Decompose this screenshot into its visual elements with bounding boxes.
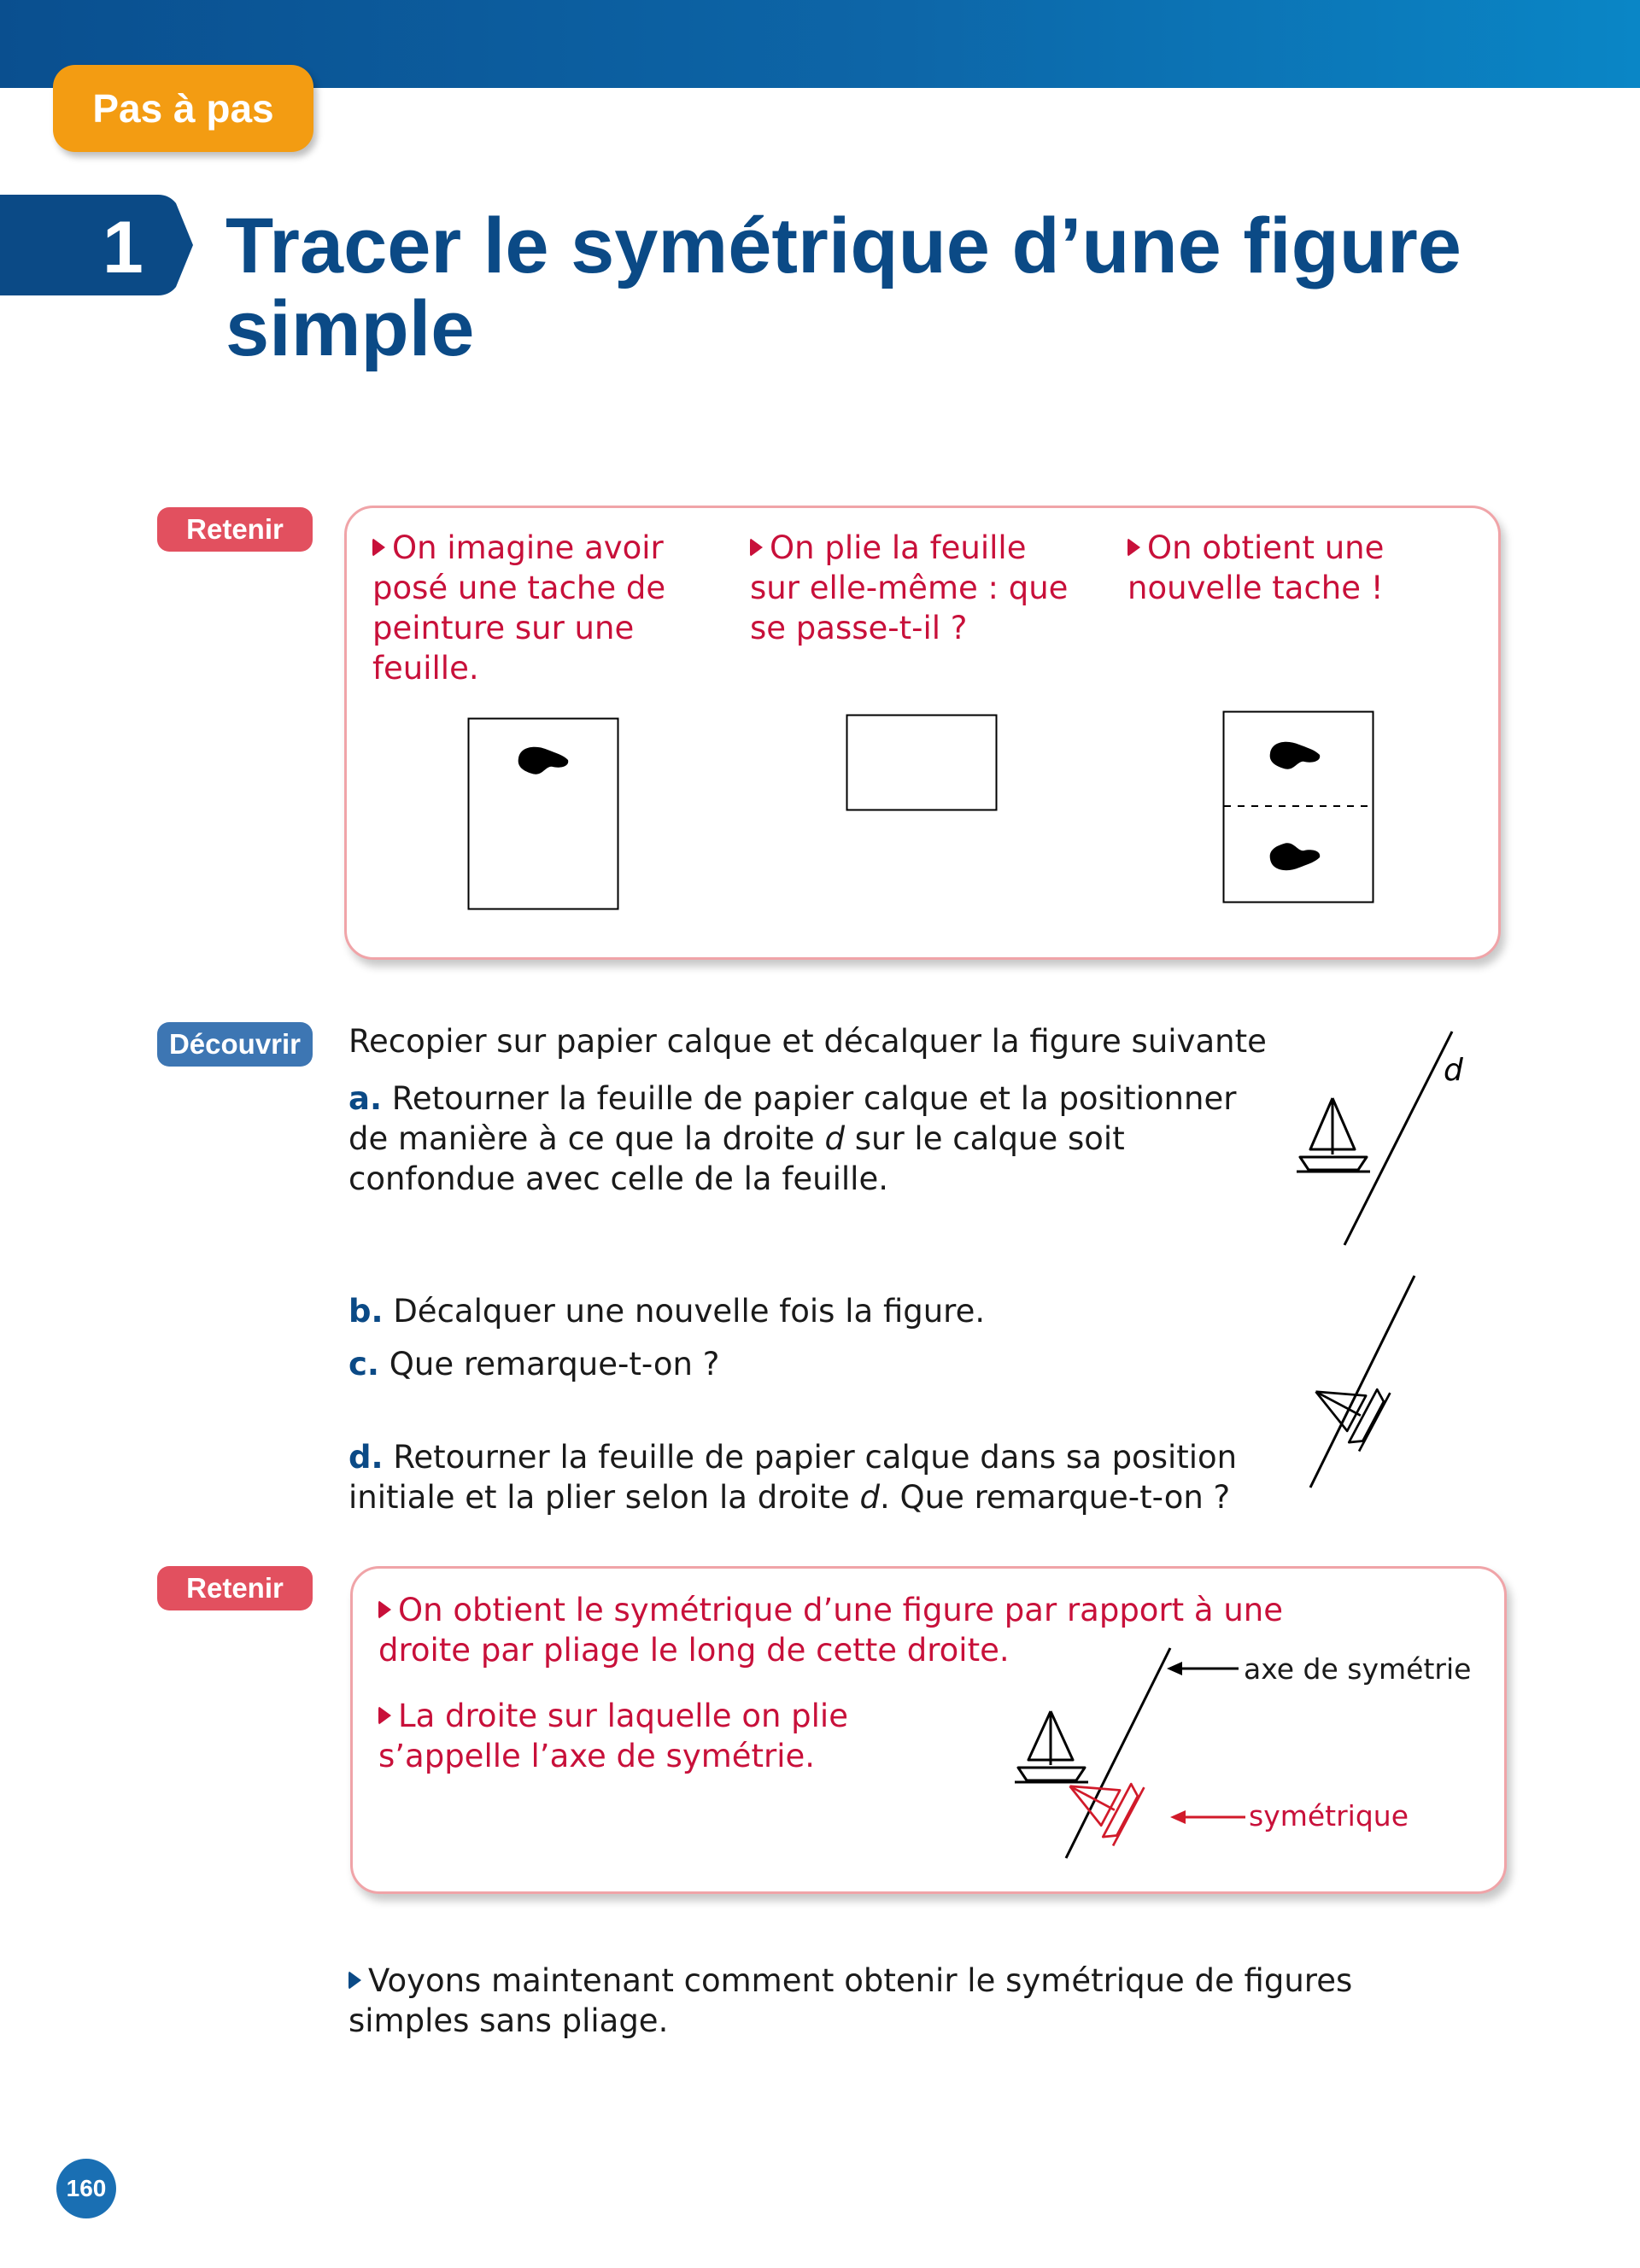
decouvrir-label: Découvrir [157,1022,313,1067]
symmetric-arrow-icon [1170,1810,1245,1824]
decouvrir-intro: Recopier sur papier calque et décalquer la figure suivante [348,1023,1267,1060]
symmetric-label: symétrique [1249,1799,1409,1833]
sheet-with-blot-figure [467,717,621,912]
axis-arrow-icon [1167,1662,1239,1675]
reflected-boat-figure [1307,1272,1461,1494]
page-title: Tracer le symétrique d’une figure simple [226,202,1461,372]
sailboat-icon [1015,1711,1088,1782]
retenir1-col2: On plie la feuille sur elle-même : que se passe-t-il ? [750,529,1069,646]
step-b: b. Décalquer une nouvelle fois la figure. [348,1293,986,1330]
step-c: c. Que remarque-t-on ? [348,1346,720,1382]
line-d-label: d [1444,1053,1463,1088]
axis-line [1066,1648,1170,1858]
folded-sheet-figure [846,714,999,813]
page-number: 160 [56,2159,116,2218]
reflected-sailboat-icon [1301,1362,1391,1452]
retenir1-col3: On obtient une nouvelle tache ! [1128,529,1385,606]
retenir-label-2: Retenir [157,1566,313,1610]
bullet-icon [1128,538,1140,557]
pas-a-pas-tab: Pas à pas [53,65,313,152]
retenir1-col1: On imagine avoir posé une tache de peinture sur une feuille. [372,529,666,687]
footer-note: Voyons maintenant comment obtenir le symétrique de figures simples sans pliage. [348,1962,1353,2039]
line-d [1344,1032,1452,1245]
chapter-badge [0,195,195,295]
bullet-icon [348,1971,361,1990]
sailboat-icon [1297,1098,1370,1172]
step-a: a. Retourner la feuille de papier calque et la positionner de manière à ce que la droite d sur le calque soit confondue avec celle de la feuille. [348,1080,1237,1197]
chapter-number: 1 [102,207,144,289]
retenir2-point-1: On obtient le symétrique d’une figure par rapport à une droite par pliage le long de cette droite. [378,1592,1284,1669]
retenir-label-1: Retenir [157,507,313,552]
step-d: d. Retourner la feuille de papier calque dans sa position initiale et la plier selon la droite d. Que remarque-t-on ? [348,1439,1238,1516]
boat-and-line-figure [1290,1025,1478,1255]
symmetry-diagram [1008,1640,1472,1862]
unfolded-sheet-figure [1222,710,1376,905]
bullet-icon [378,1600,391,1619]
retenir2-point-2: La droite sur laquelle on plie s’appelle l’axe de symétrie. [378,1698,848,1774]
bullet-icon [378,1706,391,1725]
bullet-icon [750,538,763,557]
bullet-icon [372,538,385,557]
symmetric-sailboat-icon [1055,1757,1145,1846]
line-d [1310,1276,1414,1488]
axis-label: axe de symétrie [1244,1652,1472,1686]
